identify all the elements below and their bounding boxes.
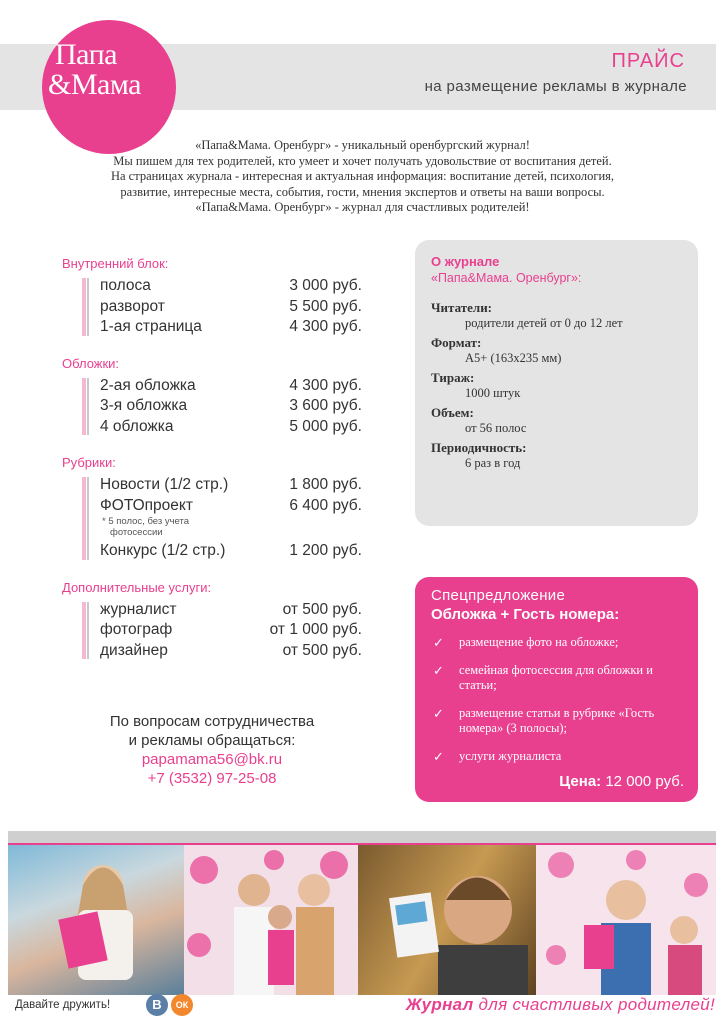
price-value: 4 300 руб. [289,318,362,335]
offer-price-value: 12 000 руб. [605,773,684,790]
price-value: от 500 руб. [282,600,362,618]
covers-title: Обложки: [62,355,120,371]
vk-icon[interactable]: В [146,994,168,1016]
price-label: 4 обложка [100,417,174,435]
offer-price-label: Цена: [559,773,602,790]
about-value: 6 раз в год [465,456,521,470]
tagline [406,995,715,1015]
price-list [62,256,362,679]
price-value: от 500 руб. [282,641,362,659]
about-value: от 56 полос [465,421,527,435]
odnoklassniki-icon[interactable]: ОК [171,994,193,1016]
about-label: Формат: [431,335,482,350]
offer-item [431,635,682,651]
logo-text-line1: Папа [55,38,117,71]
photo-man-with-magazine [358,845,536,995]
check-icon: ✓ [433,748,444,764]
price-label: 2-ая обложка [100,376,196,394]
price-value: 1 200 руб. [289,542,362,559]
photo-girl-reading [8,845,184,995]
price-row [100,600,362,621]
intro-line: развитие, интересные места, события, гости, мнения экспертов и ответы на ваши вопросы. [120,184,605,199]
price-row [100,475,362,496]
extra-services-rows [62,600,362,662]
about-panel [415,240,698,526]
intro-line: «Папа&Мама. Оренбург» - журнал для счастливых родителей! [195,200,530,215]
check-icon: ✓ [433,662,444,678]
check-icon: ✓ [433,635,444,650]
about-value: А5+ (163х235 мм) [465,351,562,365]
price-value: 3 600 руб. [289,397,362,414]
price-label: 3-я обложка [100,397,188,414]
photo-strip-top-bar [8,831,716,843]
about-label: Тираж: [431,370,475,385]
price-note-line: фотосессии [110,527,163,538]
price-row [100,317,362,338]
extra-services-title: Дополнительные услуги: [62,579,212,595]
offer-item-text: размещение статьи в рубрике «Гость номера» (3 полосы); [459,705,655,735]
photo-boy-with-magazine [536,845,716,995]
contact-line: и рекламы обращаться: [128,732,296,749]
about-label: Периодичность: [431,440,527,455]
photo-family [184,845,358,995]
price-label: ФОТОпроект [100,496,193,514]
price-label: разворот [100,297,165,315]
inner-block-title: Внутренний блок: [62,256,169,271]
logo-text-line2: &Мама [48,68,141,101]
offer-item [431,663,682,694]
price-row [100,541,362,562]
price-note-line: * 5 полос, без учета [102,516,190,527]
price-value: 5 000 руб. [289,417,362,435]
intro-line: «Папа&Мама. Оренбург» - уникальный оренбургский журнал! [195,138,530,152]
contact-block [62,712,362,788]
price-value: 3 000 руб. [289,277,362,294]
price-row [100,641,362,662]
offer-item-text: услуги журналиста [459,748,562,763]
price-value: от 1 000 руб. [269,621,362,638]
price-note [100,516,362,538]
price-value: 1 800 руб. [289,476,362,493]
about-label: Объем: [431,405,474,420]
contact-email-link[interactable]: papamama56@bk.ru [141,751,283,768]
price-label: журналист [100,600,177,618]
price-value: 5 500 руб. [289,297,362,315]
intro-line: Мы пишем для тех родителей, кто умеет и хочет получать удовольствие от воспитания детей. [113,153,612,168]
intro-line: На страницах журнала - интересная и актуальная информация: воспитание детей, психология, [110,169,615,184]
about-value: 1000 штук [465,386,521,400]
tagline-bold: Журнал [405,995,474,1014]
price-row [100,276,362,297]
inner-block-rows [62,276,362,338]
price-row [100,620,362,641]
price-label: Новости (1/2 стр.) [100,476,229,493]
price-value: 4 300 руб. [289,376,362,394]
price-value: 6 400 руб. [289,496,362,514]
price-label: дизайнер [100,641,168,659]
about-value: родители детей от 0 до 12 лет [465,316,623,330]
offer-subtitle: Обложка + Гость номера: [431,606,620,623]
page-title: ПРАЙС [611,50,685,72]
offer-price [559,773,684,790]
price-row [100,396,362,417]
price-label: фотограф [100,621,173,638]
offer-item [431,706,682,737]
about-subtitle: «Папа&Мама. Оренбург»: [431,271,582,285]
price-label: 1-ая страница [100,318,202,335]
offer-list [431,635,682,764]
price-label: Конкурс (1/2 стр.) [100,542,226,559]
price-row [100,376,362,397]
offer-title: Спецпредложение [431,587,566,604]
about-label: Читатели: [431,300,493,315]
page-subtitle: на размещение рекламы в журнале [424,78,687,95]
rubrics-title: Рубрики: [62,455,116,470]
offer-item [431,749,682,765]
price-row [100,496,362,517]
friends-text: Давайте дружить! [15,999,111,1011]
offer-item-text: семейная фотосессия для обложки и статьи; [459,662,653,692]
check-icon: ✓ [433,705,444,721]
covers-rows [62,376,362,438]
contact-phone-link[interactable]: +7 (3532) 97-25-08 [147,770,277,787]
about-title: О журнале [431,254,500,269]
rubrics-rows [62,475,362,562]
price-label: полоса [100,277,151,294]
tagline-rest: для счастливых родителей! [478,995,715,1014]
contact-line: По вопросам сотрудничества [109,713,315,730]
offer-item-text: размещение фото на обложке; [459,635,619,649]
price-row [100,417,362,438]
photo-strip [8,845,716,995]
special-offer-panel [415,577,698,802]
intro-text [0,138,725,216]
price-row [100,297,362,318]
